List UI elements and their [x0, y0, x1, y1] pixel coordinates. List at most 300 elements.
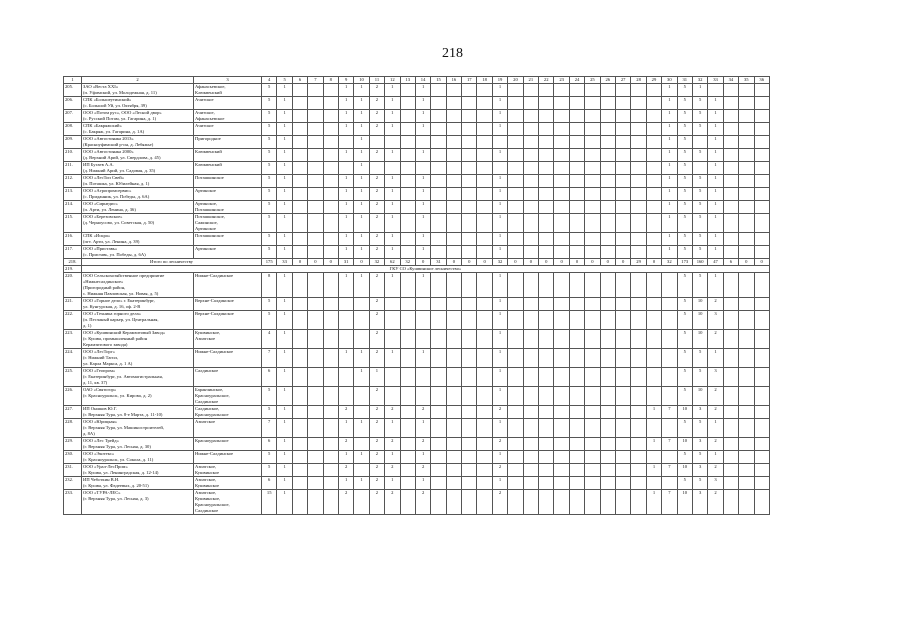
value-cell: 2	[369, 311, 384, 330]
value-cell: 1	[708, 273, 723, 298]
value-cell	[477, 136, 492, 149]
value-cell	[723, 136, 738, 149]
value-cell: 1	[662, 233, 677, 246]
value-cell: 173	[677, 259, 692, 266]
value-cell: 1	[385, 419, 400, 438]
value-cell: 2	[369, 233, 384, 246]
value-cell	[292, 84, 307, 97]
value-cell: 0	[615, 259, 630, 266]
value-cell	[308, 368, 323, 387]
value-cell	[739, 201, 754, 214]
value-cell	[400, 330, 415, 349]
value-cell	[646, 387, 661, 406]
forestry-area	[194, 175, 262, 188]
value-cell	[631, 149, 646, 162]
value-cell	[631, 110, 646, 123]
forestry-area-line: Пригородное	[195, 136, 221, 141]
value-cell: 5	[677, 349, 692, 368]
value-cell	[477, 387, 492, 406]
value-cell: 2	[369, 110, 384, 123]
organization-name-line: (Красноуфимский р-он, д. Лебяжье)	[83, 142, 154, 147]
forestry-area	[194, 214, 262, 233]
value-cell	[554, 464, 569, 477]
value-cell: 5	[677, 273, 692, 298]
value-cell	[400, 368, 415, 387]
value-cell	[338, 136, 353, 149]
value-cell	[323, 368, 338, 387]
value-cell: 5	[677, 175, 692, 188]
value-cell	[462, 97, 477, 110]
forestry-area-line: Клюквенский	[195, 90, 222, 95]
value-cell	[569, 273, 584, 298]
value-cell	[554, 201, 569, 214]
value-cell	[754, 175, 769, 188]
header-cell: 4	[262, 77, 277, 84]
value-cell: 1	[277, 330, 292, 349]
value-cell	[431, 97, 446, 110]
value-cell	[338, 368, 353, 387]
value-cell: 1	[385, 188, 400, 201]
value-cell	[754, 233, 769, 246]
value-cell: 1	[492, 368, 507, 387]
value-cell: 1	[277, 464, 292, 477]
forestry-area-line: Артинское	[195, 226, 216, 231]
value-cell	[569, 123, 584, 136]
value-cell: 1	[708, 175, 723, 188]
value-cell	[662, 330, 677, 349]
value-cell: 5	[692, 110, 707, 123]
value-cell	[308, 233, 323, 246]
row-number: 227.	[64, 406, 82, 419]
row-number: 232.	[64, 477, 82, 490]
value-cell	[431, 162, 446, 175]
value-cell	[585, 175, 600, 188]
value-cell: 5	[262, 214, 277, 233]
value-cell	[662, 349, 677, 368]
value-cell: 1	[338, 246, 353, 259]
value-cell	[446, 368, 461, 387]
value-cell	[523, 188, 538, 201]
value-cell: 10	[692, 298, 707, 311]
value-cell: 2	[369, 464, 384, 477]
value-cell	[415, 330, 430, 349]
value-cell	[523, 273, 538, 298]
value-cell	[615, 84, 630, 97]
value-cell: 1	[338, 123, 353, 136]
value-cell	[739, 149, 754, 162]
value-cell: 1	[277, 273, 292, 298]
value-cell	[739, 233, 754, 246]
value-cell: 1	[662, 123, 677, 136]
value-cell	[615, 201, 630, 214]
value-cell	[569, 149, 584, 162]
value-cell	[523, 149, 538, 162]
row-number: 206.	[64, 97, 82, 110]
value-cell: 5	[262, 311, 277, 330]
value-cell	[739, 464, 754, 477]
value-cell	[323, 97, 338, 110]
value-cell	[308, 214, 323, 233]
value-cell	[600, 233, 615, 246]
value-cell: 5	[677, 330, 692, 349]
header-cell: 35	[739, 77, 754, 84]
value-cell	[739, 273, 754, 298]
organization-name-line: (г. Верхняя Тура, ул. 8-е Марта, д. 11-10)	[83, 412, 163, 417]
value-cell	[600, 123, 615, 136]
value-cell	[462, 298, 477, 311]
value-cell	[554, 368, 569, 387]
row-number: 216.	[64, 233, 82, 246]
value-cell	[646, 368, 661, 387]
forestry-table	[63, 76, 770, 515]
value-cell: 1	[662, 188, 677, 201]
value-cell	[615, 162, 630, 175]
value-cell	[600, 214, 615, 233]
organization-name	[82, 330, 194, 349]
value-cell	[615, 136, 630, 149]
value-cell: 5	[262, 110, 277, 123]
value-cell: 2	[385, 438, 400, 451]
value-cell	[446, 330, 461, 349]
value-cell	[400, 149, 415, 162]
header-cell: 3	[194, 77, 262, 84]
value-cell	[415, 136, 430, 149]
value-cell: 160	[692, 259, 707, 266]
value-cell	[646, 311, 661, 330]
value-cell	[292, 419, 307, 438]
row-number: 214.	[64, 201, 82, 214]
value-cell	[569, 406, 584, 419]
value-cell	[446, 406, 461, 419]
value-cell	[662, 298, 677, 311]
value-cell	[739, 419, 754, 438]
value-cell: 5	[692, 149, 707, 162]
value-cell: 1	[338, 84, 353, 97]
value-cell	[446, 136, 461, 149]
value-cell: 1	[646, 438, 661, 451]
value-cell	[569, 162, 584, 175]
value-cell	[569, 188, 584, 201]
value-cell	[292, 233, 307, 246]
value-cell: 5	[692, 368, 707, 387]
organization-name-line: (с. Русский Потам, ул. Гагарина, д. 1)	[83, 116, 157, 121]
value-cell	[646, 97, 661, 110]
value-cell: 5	[692, 214, 707, 233]
value-cell	[585, 368, 600, 387]
value-cell	[492, 136, 507, 149]
value-cell: 1	[385, 97, 400, 110]
value-cell	[323, 162, 338, 175]
row-number: 217.	[64, 246, 82, 259]
organization-name-line: (г. Верхняя Тура, ул. Лесная, д. 3)	[83, 496, 149, 501]
value-cell	[615, 246, 630, 259]
row-number: 233.	[64, 490, 82, 515]
value-cell	[462, 246, 477, 259]
value-cell: 1	[492, 246, 507, 259]
value-cell	[662, 311, 677, 330]
value-cell: 5	[677, 110, 692, 123]
value-cell	[400, 84, 415, 97]
value-cell	[446, 451, 461, 464]
value-cell: 8	[262, 273, 277, 298]
value-cell	[523, 490, 538, 515]
value-cell	[646, 233, 661, 246]
value-cell: 1	[415, 188, 430, 201]
value-cell	[631, 419, 646, 438]
value-cell: 1	[277, 97, 292, 110]
value-cell	[692, 136, 707, 149]
value-cell	[477, 406, 492, 419]
value-cell	[477, 84, 492, 97]
value-cell	[754, 162, 769, 175]
organization-name	[82, 419, 194, 438]
value-cell	[600, 136, 615, 149]
value-cell	[523, 246, 538, 259]
value-cell: 1	[385, 201, 400, 214]
value-cell: 3	[692, 438, 707, 451]
value-cell	[477, 368, 492, 387]
value-cell: 1	[415, 451, 430, 464]
value-cell	[431, 387, 446, 406]
organization-name-line: (п. Уфимский, ул. Молодежная, д. 11)	[83, 90, 157, 95]
value-cell	[523, 406, 538, 419]
value-cell: 5	[262, 136, 277, 149]
value-cell: 5	[262, 188, 277, 201]
forestry-area-line: Нижне-Салдинское	[195, 349, 234, 354]
value-cell: 1	[662, 214, 677, 233]
value-cell	[585, 84, 600, 97]
value-cell	[569, 451, 584, 464]
value-cell	[292, 490, 307, 515]
value-cell	[462, 84, 477, 97]
value-cell: 0	[739, 259, 754, 266]
value-cell: 1	[354, 233, 369, 246]
value-cell	[308, 298, 323, 311]
value-cell	[631, 246, 646, 259]
value-cell	[554, 149, 569, 162]
organization-name-line: ООО «ТУРА-ЛЕС»	[83, 490, 121, 495]
value-cell: 1	[354, 246, 369, 259]
value-cell: 7	[662, 438, 677, 451]
value-cell	[477, 110, 492, 123]
forestry-area-line: Азиатское	[195, 419, 216, 424]
value-cell	[600, 477, 615, 490]
value-cell	[292, 330, 307, 349]
value-cell	[723, 214, 738, 233]
value-cell	[585, 330, 600, 349]
value-cell: 1	[277, 387, 292, 406]
value-cell	[539, 123, 554, 136]
value-cell	[446, 311, 461, 330]
header-cell: 28	[631, 77, 646, 84]
value-cell: 32	[662, 259, 677, 266]
value-cell	[646, 273, 661, 298]
value-cell	[323, 298, 338, 311]
value-cell: 10	[692, 311, 707, 330]
table-row	[64, 477, 770, 490]
value-cell	[615, 233, 630, 246]
value-cell: 2	[369, 149, 384, 162]
value-cell	[585, 233, 600, 246]
value-cell: 1	[492, 298, 507, 311]
row-number: 225.	[64, 368, 82, 387]
value-cell: 1	[369, 368, 384, 387]
row-number: 231.	[64, 464, 82, 477]
value-cell	[308, 188, 323, 201]
value-cell: 1	[338, 110, 353, 123]
value-cell	[477, 175, 492, 188]
forestry-area-line: Ачитское	[195, 123, 214, 128]
row-number: 229.	[64, 438, 82, 451]
value-cell: 1	[277, 84, 292, 97]
header-cell: 29	[646, 77, 661, 84]
value-cell	[723, 464, 738, 477]
value-cell	[308, 387, 323, 406]
value-cell	[292, 349, 307, 368]
value-cell	[415, 387, 430, 406]
value-cell: 1	[708, 214, 723, 233]
value-cell	[292, 298, 307, 311]
organization-name-line: (г. Верхняя Тура, ул. Машиностроителей,	[83, 425, 165, 430]
value-cell	[539, 246, 554, 259]
value-cell	[554, 136, 569, 149]
organization-name-line: ЗАО «Веста XXI»	[83, 84, 119, 89]
table-row	[64, 298, 770, 311]
value-cell	[292, 464, 307, 477]
value-cell	[754, 451, 769, 464]
header-cell: 6	[292, 77, 307, 84]
value-cell: 0	[539, 259, 554, 266]
value-cell	[308, 451, 323, 464]
header-cell: 23	[554, 77, 569, 84]
forestry-area	[194, 464, 262, 477]
value-cell	[754, 406, 769, 419]
value-cell	[308, 464, 323, 477]
value-cell	[739, 188, 754, 201]
value-cell	[477, 311, 492, 330]
value-cell	[569, 311, 584, 330]
organization-name-line: ИП Чеботкин В.Н.	[83, 477, 120, 482]
value-cell	[739, 477, 754, 490]
value-cell: 1	[354, 201, 369, 214]
value-cell	[292, 477, 307, 490]
value-cell	[446, 464, 461, 477]
forestry-area-line: Красноуральское,	[195, 393, 230, 398]
value-cell	[569, 490, 584, 515]
value-cell: 1	[385, 451, 400, 464]
value-cell	[462, 123, 477, 136]
value-cell	[754, 84, 769, 97]
value-cell: 1	[354, 419, 369, 438]
value-cell	[308, 330, 323, 349]
value-cell: 1	[646, 490, 661, 515]
value-cell	[462, 149, 477, 162]
value-cell	[477, 188, 492, 201]
value-cell	[739, 311, 754, 330]
value-cell: 7	[662, 406, 677, 419]
value-cell	[323, 438, 338, 451]
value-cell: 1	[415, 149, 430, 162]
row-number: 230.	[64, 451, 82, 464]
value-cell: 1	[492, 233, 507, 246]
organization-name	[82, 438, 194, 451]
forestry-area-line: Клюквенский	[195, 162, 222, 167]
value-cell	[739, 97, 754, 110]
value-cell: 2	[369, 406, 384, 419]
value-cell	[400, 406, 415, 419]
value-cell	[477, 490, 492, 515]
value-cell	[739, 123, 754, 136]
row-number: 218.	[64, 259, 82, 266]
value-cell	[539, 149, 554, 162]
organization-name-line: (г. Красноуральск, ул. Кирова, д. 2)	[83, 393, 152, 398]
value-cell	[554, 419, 569, 438]
organization-name-line: (д. Нижний Арий, ул. Садовая, д. 35)	[83, 168, 156, 173]
value-cell: 1	[277, 233, 292, 246]
value-cell	[354, 406, 369, 419]
value-cell	[462, 188, 477, 201]
organization-name	[82, 188, 194, 201]
value-cell	[723, 188, 738, 201]
value-cell: 5	[692, 273, 707, 298]
table-row	[64, 136, 770, 149]
value-cell	[431, 110, 446, 123]
organization-name-line: ООО «Березовское»	[83, 214, 123, 219]
value-cell: 5	[677, 136, 692, 149]
value-cell: 2	[385, 406, 400, 419]
organization-name-line: ООО «ЛесТоп Свей»	[83, 175, 125, 180]
value-cell: 1	[277, 451, 292, 464]
value-cell	[569, 97, 584, 110]
section-title: ГКУ СО «Кушвинское лесничество»	[82, 266, 770, 273]
value-cell	[600, 149, 615, 162]
value-cell	[462, 438, 477, 451]
value-cell: 1	[277, 149, 292, 162]
value-cell	[446, 97, 461, 110]
value-cell: 1	[354, 97, 369, 110]
forestry-area	[194, 233, 262, 246]
value-cell: 2	[708, 464, 723, 477]
value-cell: 1	[277, 438, 292, 451]
value-cell	[754, 349, 769, 368]
value-cell	[508, 136, 523, 149]
organization-name-line: ОАО «Святогор»	[83, 387, 117, 392]
value-cell	[446, 233, 461, 246]
value-cell	[600, 298, 615, 311]
value-cell	[523, 387, 538, 406]
value-cell	[600, 273, 615, 298]
value-cell: 0	[446, 259, 461, 266]
value-cell	[338, 330, 353, 349]
value-cell	[723, 368, 738, 387]
value-cell	[739, 438, 754, 451]
value-cell: 1	[708, 110, 723, 123]
value-cell	[739, 330, 754, 349]
row-number: 212.	[64, 175, 82, 188]
forestry-area	[194, 406, 262, 419]
value-cell: 1	[385, 233, 400, 246]
value-cell: 1	[354, 149, 369, 162]
value-cell: 1	[385, 214, 400, 233]
header-cell: 7	[308, 77, 323, 84]
row-number: 221.	[64, 298, 82, 311]
organization-name-line: (п. Песчаный карьер, ул. Центральная,	[83, 317, 159, 322]
value-cell	[585, 349, 600, 368]
value-cell: 1	[492, 477, 507, 490]
value-cell	[600, 419, 615, 438]
value-cell: 1	[277, 477, 292, 490]
forestry-area-line: Артинское	[195, 188, 216, 193]
